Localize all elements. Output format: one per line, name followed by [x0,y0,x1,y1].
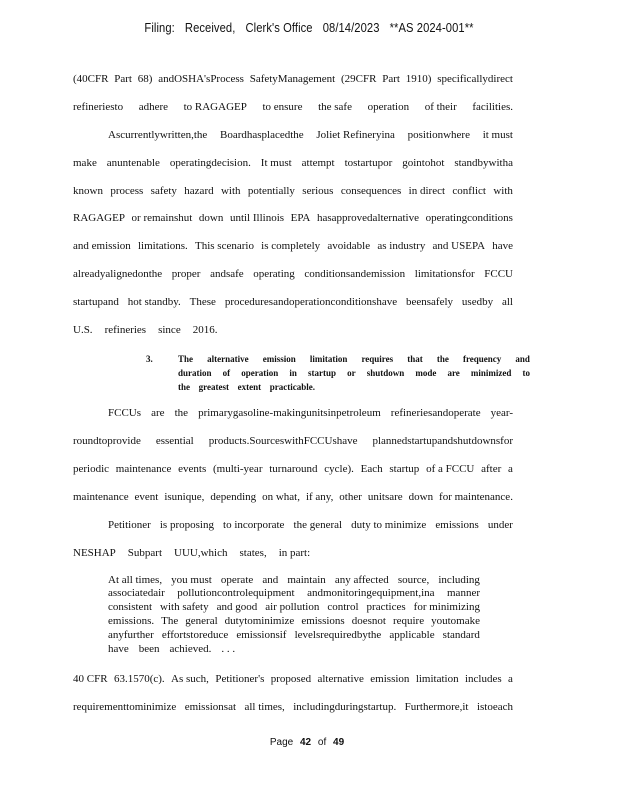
word: that [407,354,423,364]
word: emissions [301,615,345,627]
word: as industry [377,240,426,252]
word: associatedair [108,587,165,599]
word: after [481,463,502,475]
word: applicable [389,629,435,641]
word: emissionsat [184,701,237,713]
word: attempt [301,157,335,169]
text-line [73,700,513,714]
word: to [522,368,530,378]
word: anyfurther [108,629,154,641]
word: isunique, [164,491,205,503]
word: startup [389,463,420,475]
word: periodic [73,463,110,475]
word: Furthermore,it [404,701,469,713]
word: limitation [309,354,348,364]
word: These [189,296,216,308]
word: mode [415,368,437,378]
word: alternative [317,673,364,685]
word: maintenance [115,463,172,475]
word: to ensure [262,101,303,113]
word: to incorporate [223,519,285,531]
text-line [108,615,480,627]
of-label: of [317,737,327,748]
word: achieved. [169,643,212,655]
word: event [134,491,159,503]
word: operating [253,268,295,280]
word: is completely [261,240,321,252]
word: (multi-year [213,463,263,475]
word: UUU,which [174,547,228,559]
word: have [492,240,513,252]
word: control [327,601,359,613]
word: process [110,185,144,197]
word: until Illinois [229,212,285,224]
word: for maintenance. [439,491,513,503]
word: year- [490,407,513,419]
word: under [487,519,513,531]
word: positionwhere [407,129,470,141]
word: adhere [138,101,168,113]
word: been [138,643,160,655]
total-pages: 49 [333,737,345,748]
word: and emission [73,240,131,252]
word: hot standby. [127,296,181,308]
word: dutytominimize [224,615,295,627]
word: in direct [408,185,446,197]
word: a [508,463,513,475]
text-line [108,406,513,420]
word: if any, [305,491,334,503]
word: 40 CFR [73,673,108,685]
text-line [108,643,480,655]
word: This scenario [195,240,254,252]
word: down [408,491,434,503]
word: operatingconditions [425,212,513,224]
word: usedby [461,296,494,308]
word: practices [366,601,406,613]
word: serious [302,185,334,197]
word: Part [382,73,400,85]
text-line [73,434,513,448]
received-label: Received, [184,20,236,35]
word: levelsrequiredbythe [294,629,382,641]
word: andmonitoringequipment,ina [307,587,435,599]
word: events [178,463,207,475]
word: cycle). [324,463,354,475]
page-number: 42 [299,737,312,748]
word: to RAGAGEP [183,101,247,113]
word: operatingdecision. [169,157,251,169]
word: or [347,368,356,378]
word: the general [293,519,343,531]
text-line [73,100,513,114]
word: youtomake [431,615,480,627]
word: istoeach [476,701,513,713]
filing-header [43,20,574,35]
word: EPA [290,212,311,224]
word: emission [370,673,410,685]
word: Each [360,463,383,475]
word: air pollution [265,601,320,613]
word: minimized [470,368,512,378]
word: Petitioner [108,519,151,531]
word: maintenance [73,491,129,503]
word: pollutioncontrolequipment [177,587,295,599]
word: plannedstartupandshutdownsfor [372,435,513,447]
word: requirementtominimize [73,701,177,713]
word: manner [447,587,480,599]
word: safety [150,185,177,197]
word: SafetyManagement [249,73,336,85]
word: gointohot [402,157,445,169]
text-line [108,128,513,142]
text-line [73,156,513,170]
text-line [73,211,513,225]
list-item-number: 3. [146,354,153,364]
word: conflict [452,185,486,197]
word: doesnot [351,615,386,627]
word: any affected [334,574,389,586]
word: since [158,324,181,336]
word: the safe [318,101,352,113]
word: emissionsif [236,629,287,641]
word: At all times, [108,574,163,586]
word: refineries [104,324,147,336]
word: and [262,574,279,586]
word: it must [482,129,513,141]
word: andsafe [210,268,244,280]
word: Ascurrentlywritten,the [108,129,208,141]
word: includes [464,673,502,685]
word: (40CFR [73,73,109,85]
word: requires [361,354,394,364]
text-line [73,267,513,281]
word: Petitioner's [215,673,265,685]
page-label: Page [269,737,294,748]
text-line [108,518,513,532]
word: products.SourceswithFCCUshave [208,435,358,447]
text-line [73,295,513,309]
word: unitsare [367,491,403,503]
word: hasapprovedalternative [316,212,419,224]
word: The [178,354,194,364]
word: effortstoreduce [161,629,229,641]
word: essential [155,435,194,447]
word: and [515,354,530,364]
text-line [73,490,513,504]
word: in part: [278,547,311,559]
word: The [161,615,179,627]
word: frequency [462,354,502,364]
text-line [73,239,513,253]
word: are [151,407,165,419]
word: Joliet Refineryina [316,129,395,141]
word: standbywitha [454,157,513,169]
word: It must [260,157,292,169]
word: including [438,574,480,586]
word: extent [237,382,262,392]
word: of their [424,101,457,113]
word: Boardhasplacedthe [220,129,304,141]
word: of [222,368,231,378]
word: are [447,368,460,378]
word: primarygasoline-makingunitsinpetroleum [198,407,381,419]
text-line [73,546,513,560]
word: startupand [73,296,119,308]
word: startup [307,368,336,378]
word: roundtoprovide [73,435,141,447]
word: in [289,368,297,378]
word: on what, [262,491,300,503]
word: andOSHA'sProcess [158,73,244,85]
word: you must [171,574,212,586]
text-line [73,672,513,686]
word: potentially [247,185,295,197]
word: down [198,212,224,224]
word: standard [442,629,480,641]
word: 63.1570(c). [113,673,165,685]
word: operate [220,574,254,586]
word: 1910) [405,73,432,85]
word: proper [171,268,201,280]
word: maintain [287,574,326,586]
word: 2016. [192,324,218,336]
text-line [73,184,513,198]
word: RAGAGEP [73,212,125,224]
word: require [392,615,425,627]
text-line [178,380,315,394]
text-line [178,366,530,380]
word: avoidable [327,240,371,252]
word: emissions. [108,615,155,627]
text-line [108,587,480,599]
word: consequences [340,185,402,197]
word: have [108,643,129,655]
word: As such, [171,673,209,685]
word: refineriesto [73,101,124,113]
word: limitationsfor [414,268,475,280]
word: of a FCCU [426,463,475,475]
word: other [339,491,362,503]
word: depending [210,491,257,503]
office-label: Clerk's Office [245,20,313,35]
word: practicable. [269,382,315,392]
word: limitations. [137,240,188,252]
word: the [436,354,449,364]
word: 68) [137,73,153,85]
word: Subpart [127,547,163,559]
word: alternative [207,354,249,364]
word: with safety [160,601,209,613]
word: anuntenable [106,157,160,169]
word: tostartupor [344,157,393,169]
word: make [73,157,97,169]
word: limitation [415,673,459,685]
word: alreadyalignedonthe [73,268,163,280]
word: the [174,407,189,419]
word: greatest [198,382,229,392]
word: turnaround [269,463,318,475]
text-line [108,574,480,586]
word: duration [178,368,212,378]
word: proposed [270,673,312,685]
word: conditionsandemission [304,268,406,280]
word: for minimizing [413,601,480,613]
word: known [73,185,103,197]
page-footer [0,737,618,748]
text-line [108,601,480,613]
word: emissions [435,519,479,531]
word: and good [216,601,258,613]
word: consistent [108,601,152,613]
word: with [493,185,513,197]
text-line [73,462,513,476]
word: facilities. [472,101,513,113]
word: with [220,185,241,197]
word: operation [241,368,279,378]
word: and USEPA [432,240,486,252]
word: shutdown [366,368,405,378]
word: source, [397,574,430,586]
word: is proposing [159,519,214,531]
word: all [501,296,513,308]
text-line [73,72,513,86]
word: FCCUs [108,407,142,419]
word: all times, [244,701,285,713]
word: (29CFR [341,73,377,85]
word: duty to minimize [351,519,427,531]
word: a [508,673,513,685]
word: general [185,615,218,627]
word: hazard [184,185,214,197]
word: states, [239,547,267,559]
word: includingduringstartup. [293,701,397,713]
word: . . . [221,643,236,655]
filing-date: 08/14/2023 [322,20,380,35]
word: the [178,382,190,392]
word: FCCU [484,268,513,280]
filing-label: Filing: [144,20,175,35]
text-line [73,323,513,337]
word: operation [367,101,410,113]
word: refineriesandoperate [390,407,481,419]
word: NESHAP [73,547,116,559]
word: emission [262,354,296,364]
word: or remainshut [131,212,193,224]
docket-number: **AS 2024-001** [389,20,474,35]
word: U.S. [73,324,93,336]
word: beensafely [406,296,454,308]
word: proceduresandoperationconditionshave [224,296,398,308]
text-line [108,629,480,641]
text-line [178,352,530,366]
word: specificallydirect [437,73,513,85]
word: Part [114,73,132,85]
